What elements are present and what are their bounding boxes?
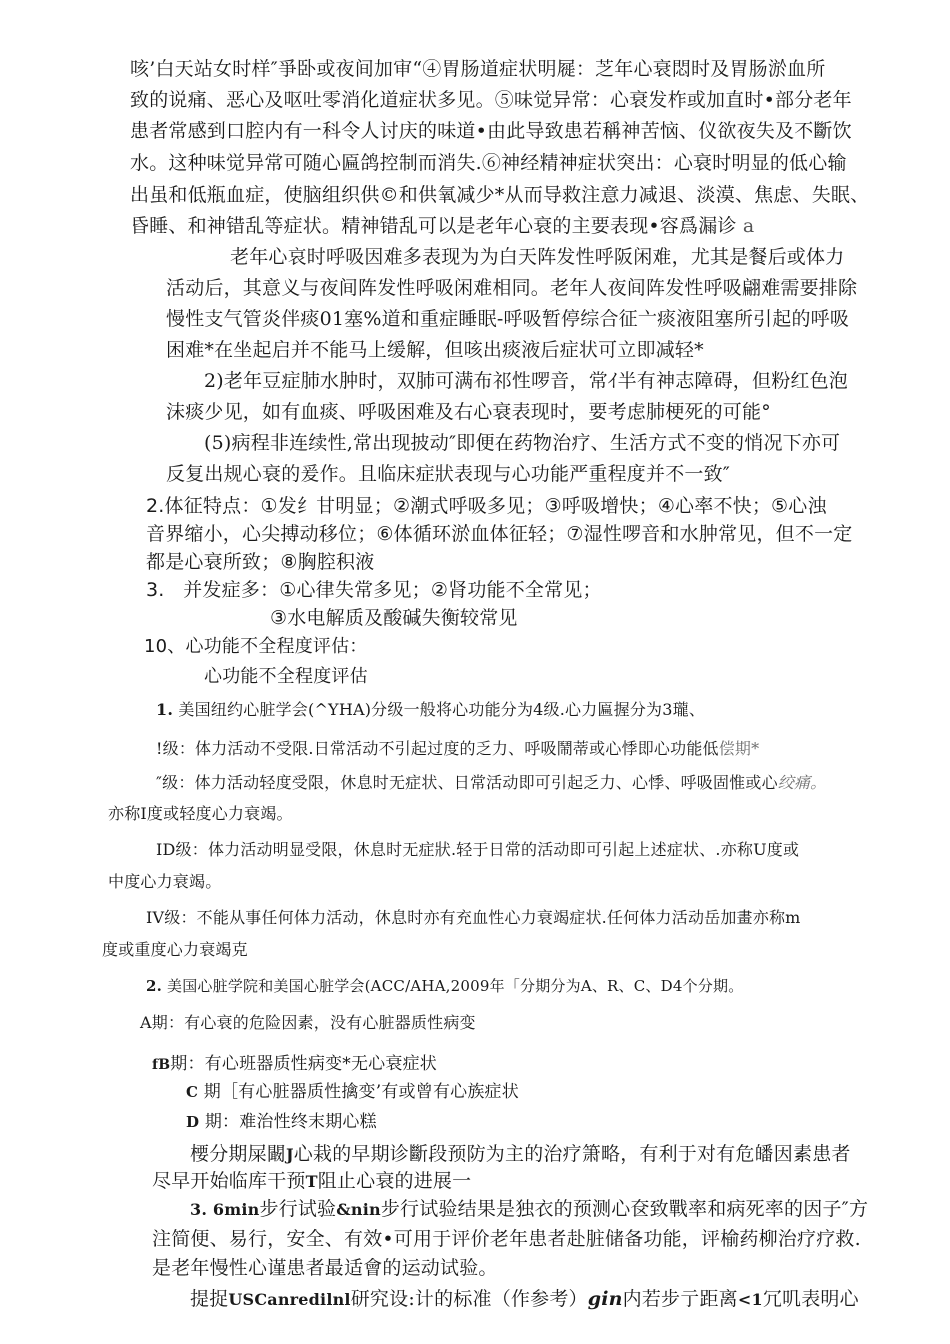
text-segment: 美国心脏学院和美国心脏学会(ACC/AHA,2009年「分期分为A、R、C、D4个分期。 (167, 977, 744, 995)
acc-stage-c (186, 1084, 519, 1101)
text-segment: 研究设:计的标准（作参考） (350, 1288, 588, 1310)
text-segment: ″级：体力活动轻度受限，休息时无症状、日常活动即可引起乏力、心悸、呼吸固惟或心 (156, 773, 778, 792)
list-number: 1. (156, 700, 174, 719)
text-segment: 提捉 (190, 1288, 229, 1310)
text-segment: 步行试验 (259, 1198, 337, 1220)
text-segment: J (286, 1145, 294, 1164)
text-segment: 步行试验结果是独衣的预测心奁致戰率和病死率的因子″方 (380, 1198, 869, 1220)
text-line (190, 1145, 851, 1164)
section-subtitle: 心功能不全程度评估 (204, 666, 368, 687)
text-segment: <1 (737, 1290, 763, 1309)
text-segment: &nin (336, 1200, 381, 1219)
text-segment: a (742, 215, 755, 237)
text-segment: 亍距离 (680, 1288, 738, 1310)
walk-test-heading (190, 1200, 868, 1219)
text-line: 老年心哀时呼吸因难多表现为为白天阵发性呼阪闲难，尤其是餐后或体力 (230, 246, 845, 268)
text-line: 亦称I度或轻度心力衰竭。 (108, 804, 293, 823)
text-segment: 美国纽约心脏学会(^YHA)分级一般将心功能分为4级.心力匾握分为3瓏、 (178, 700, 706, 719)
text-line: 困难*在坐起启并不能马上缓解，但咳出痰液后症状可立即减轻* (166, 339, 704, 361)
nyha-grade-2 (156, 775, 826, 791)
nyha-intro (156, 702, 705, 718)
text-line: 水。这种味觉异常可随心匾鸽控制而消失.⑥神经精神症状突出：心衰时明显的低心输 (130, 152, 847, 174)
text-line: 中度心力衰竭。 (108, 872, 222, 891)
text-segment: 尽早开始临库干预 (152, 1170, 306, 1192)
acc-stage-a: A期：有心衰的危险因素，没有心脏器质性病变 (140, 1013, 476, 1032)
text-segment: 3. 6min (190, 1200, 260, 1219)
text-line: 咳’白天站女时样″爭卧或夜间加审“④胃肠道症状明屣：芝年心衰悶时及胃肠淤血所 (130, 58, 826, 80)
text-line: (5)病程非连续性,常出现披动″即便在药物治疗、生活方式不变的悄况下亦可 (204, 432, 841, 454)
complications-line: 3. 并发症多：①心律失常多见；②肾功能不全常见； (146, 579, 602, 601)
text-line: 活动后，其意义与夜间阵发性呼吸闲难相同。老年人夜间阵发性呼吸翩难需要排除 (166, 277, 858, 299)
text-segment: 昏睡、和神错乱等症状。精神错乱可以是老年心衰的主要表现•容爲漏诊 (130, 215, 737, 237)
section-heading: 10、心功能不全程度评估： (144, 636, 368, 657)
text-segment: 心栽的早期诊斷段预防为主的治疗箫略，有利于对有危皤因素患者 (293, 1143, 851, 1165)
text-segment: 阻止心衰的进展一 (317, 1170, 472, 1192)
text-line: 度或重度心力衰竭克 (102, 940, 248, 959)
stage-label: fB (152, 1057, 171, 1073)
text-line (190, 1290, 859, 1309)
text-line: 音界缩小，心尖搏动移位；⑥体循环淤血体征轻；⑦湿性啰音和水肿常见，但不一定 (146, 523, 853, 545)
text-line: 注简便、易行，安全、有效•可用于评价老年患者赴脏储备功能，评榆药柳治疗疗救. (152, 1228, 861, 1250)
text-segment: 期：有心班器质性病变*无心衰症状 (170, 1054, 437, 1074)
text-segment: 冗叽表明心 (762, 1288, 859, 1310)
list-number: 2. (146, 977, 163, 995)
text-line (130, 217, 754, 236)
text-segment: 期［有心脏器质性擒变’有或曾有心族症状 (203, 1082, 519, 1102)
stage-label: D (186, 1113, 200, 1131)
text-segment: T (305, 1172, 318, 1191)
text-line: 沫痰少见，如有血痰、呼吸困难及右心衰表现时，要考虑肺梗死的可能° (166, 401, 771, 423)
text-line: 致的说痛、恶心及呕吐零消化道症状多见。⑤味觉异常：心衰发柞或加直时•部分老年 (130, 89, 852, 111)
text-line: 反复出规心衰的爰作。且临床症狀表现与心功能严重程度并不一致″ (166, 463, 731, 485)
text-line (152, 1172, 471, 1191)
text-segment: 内若步 (622, 1288, 681, 1310)
text-line: 2)老年豆症肺水肿时，双肺可满布祁性啰音，常ｲ半有神志障碍，但粉红色泡 (204, 370, 849, 392)
complications-line: ③水电解质及酸碱失衡较常见 (270, 607, 518, 629)
text-segment: 绞痛。 (777, 773, 827, 792)
text-segment: 楆分期屎闞 (190, 1143, 287, 1165)
acc-stage-b (152, 1056, 437, 1073)
nyha-grade-4: IV级：不能从事任何体力活动，休息时亦有充血性心力衰竭症状.任何体力活动岳加畫亦称m (146, 908, 801, 927)
stage-label: C (186, 1083, 199, 1101)
nyha-grade-3: ID级：体力活动明显受限，休息时无症狀.轻于日常的活动即可引起上述症状、.亦称U度或 (156, 840, 800, 859)
text-line: 都是心衰所致；⑧胸腔积液 (146, 551, 375, 573)
text-segment: 偿期* (718, 739, 760, 758)
text-line: 慢性支气管炎伴痰01塞%道和重症睡眠-呼吸暂停综合征亠痰液阻塞所引起的呼吸 (166, 308, 850, 330)
text-segment: 期：难治性终末期心糕 (204, 1112, 377, 1132)
text-line: 出虽和低瓶血症，使脑组织供©和供氧减少*从而导救注意力减退、淡漠、焦虑、失眠、 (130, 184, 870, 206)
acc-stage-d (186, 1114, 377, 1131)
signs-heading-line: 2.体征特点：①发纟甘明显；②潮式呼吸多见；③呼吸增快；④心率不快；⑤心浊 (146, 495, 827, 517)
acc-intro (146, 979, 743, 994)
nyha-grade-1 (156, 741, 759, 757)
text-segment: USCanredilnl (228, 1290, 351, 1309)
text-segment: !级：体力活动不受限.日常活动不引起过度的乏力、呼吸鬧蒂或心悸即心功能低 (156, 739, 719, 758)
text-line: 是老年慢性心谨患者最适會的运动试验。 (152, 1257, 498, 1279)
text-line: 患者常感到口腔内有一科令人讨庆的味道•由此导致患若稱神苦恼、仪欲夜失及不斷饮 (130, 120, 852, 142)
text-segment: gin (587, 1288, 623, 1310)
